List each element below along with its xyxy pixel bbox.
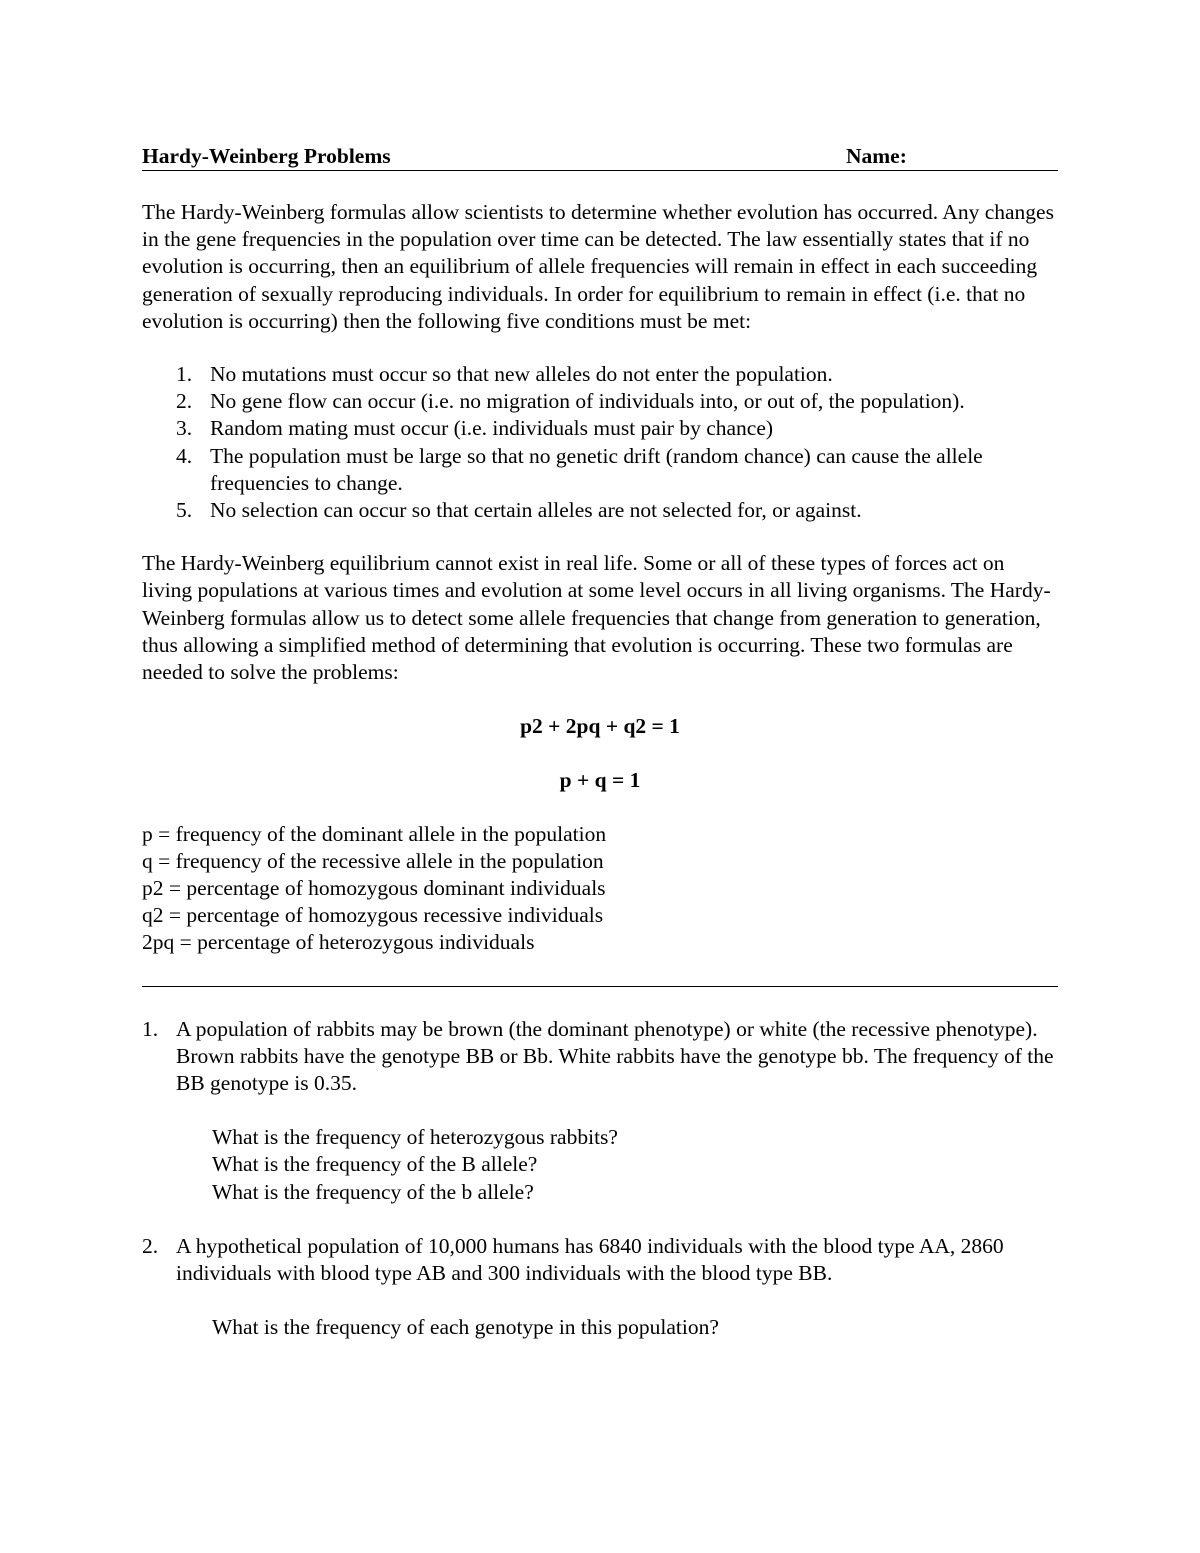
list-item-text: No mutations must occur so that new alleles do not enter the population. xyxy=(210,362,833,387)
intro-paragraph: The Hardy-Weinberg formulas allow scientists to determine whether evolution has occurred. Any changes in the gene frequencies in the population over time can be detected. The law essentially states that if no evolution is occurring, then an equilibrium of allele frequencies will remain in effect in each succeeding generation of sexually reproducing individuals. In order for equilibrium to remain in effect (i.e. that no evolution is occurring) then the following five conditions must be met: xyxy=(142,200,1054,333)
definition-line: q = frequency of the recessive allele in the population xyxy=(142,848,604,873)
conditions-list xyxy=(142,361,1058,524)
problem-body xyxy=(176,1016,1058,1206)
definitions xyxy=(142,821,1058,957)
problem-questions xyxy=(176,1124,1058,1206)
explanation-paragraph: The Hardy-Weinberg equilibrium cannot exist in real life. Some or all of these types of forces act on living populations at various times and evolution at some level occurs in all living organisms. The Hardy-Weinberg formulas allow us to detect some allele frequencies that change from generation to generation, thus allowing a simplified method of determining that evolution is occurring. These two formulas are needed to solve the problems: xyxy=(142,551,1051,685)
problem-body xyxy=(176,1233,1058,1342)
list-item xyxy=(142,361,1058,388)
problem-1 xyxy=(142,1016,1058,1206)
list-item-number: 2. xyxy=(176,389,193,414)
list-item-number: 5. xyxy=(176,498,193,523)
list-item-text: No gene flow can occur (i.e. no migration of individuals into, or out of, the population). xyxy=(210,389,965,414)
list-item-number: 4. xyxy=(176,443,193,468)
question-line: What is the frequency of the b allele? xyxy=(212,1179,534,1204)
question-line: What is the frequency of each genotype in this population? xyxy=(212,1315,719,1340)
problem-text: A hypothetical population of 10,000 humans has 6840 individuals with the blood type AA, 2860 individuals with blood type AB and 300 individuals with the blood type BB. xyxy=(176,1233,1004,1286)
definition-line: p2 = percentage of homozygous dominant individuals xyxy=(142,876,606,901)
list-item-text: No selection can occur so that certain alleles are not selected for, or against. xyxy=(210,498,862,523)
question-line: What is the frequency of heterozygous rabbits? xyxy=(212,1125,618,1150)
definition-line: p = frequency of the dominant allele in the population xyxy=(142,821,607,846)
list-item-number: 1. xyxy=(176,362,193,387)
problem-number: 1. xyxy=(142,1016,159,1041)
list-item-number: 3. xyxy=(176,416,193,441)
list-item xyxy=(142,415,1058,442)
question-line: What is the frequency of the B allele? xyxy=(212,1152,538,1177)
definition-line: q2 = percentage of homozygous recessive individuals xyxy=(142,903,604,928)
list-item xyxy=(142,443,1058,497)
problem-questions xyxy=(176,1314,1058,1341)
problem-text: A population of rabbits may be brown (the dominant phenotype) or white (the recessive phenotype). Brown rabbits have the genotype BB or Bb. White rabbits have the genotype bb. The frequency of the BB genotype is 0.35. xyxy=(176,1016,1054,1096)
worksheet-page xyxy=(142,143,1058,1342)
problem-2 xyxy=(142,1233,1058,1342)
formula-allele: p + q = 1 xyxy=(559,768,641,793)
formula-genotype: p2 + 2pq + q2 = 1 xyxy=(520,714,680,739)
list-item-text: The population must be large so that no genetic drift (random chance) can cause the allele frequencies to change. xyxy=(210,443,983,495)
problem-number: 2. xyxy=(142,1233,159,1258)
list-item-text: Random mating must occur (i.e. individuals must pair by chance) xyxy=(210,416,774,441)
page-title: Hardy-Weinberg Problems xyxy=(142,144,391,168)
section-divider xyxy=(142,986,1058,987)
header xyxy=(142,143,1058,171)
list-item xyxy=(142,497,1058,524)
list-item xyxy=(142,388,1058,415)
definition-line: 2pq = percentage of heterozygous individuals xyxy=(142,930,535,955)
name-label: Name: xyxy=(846,144,907,168)
